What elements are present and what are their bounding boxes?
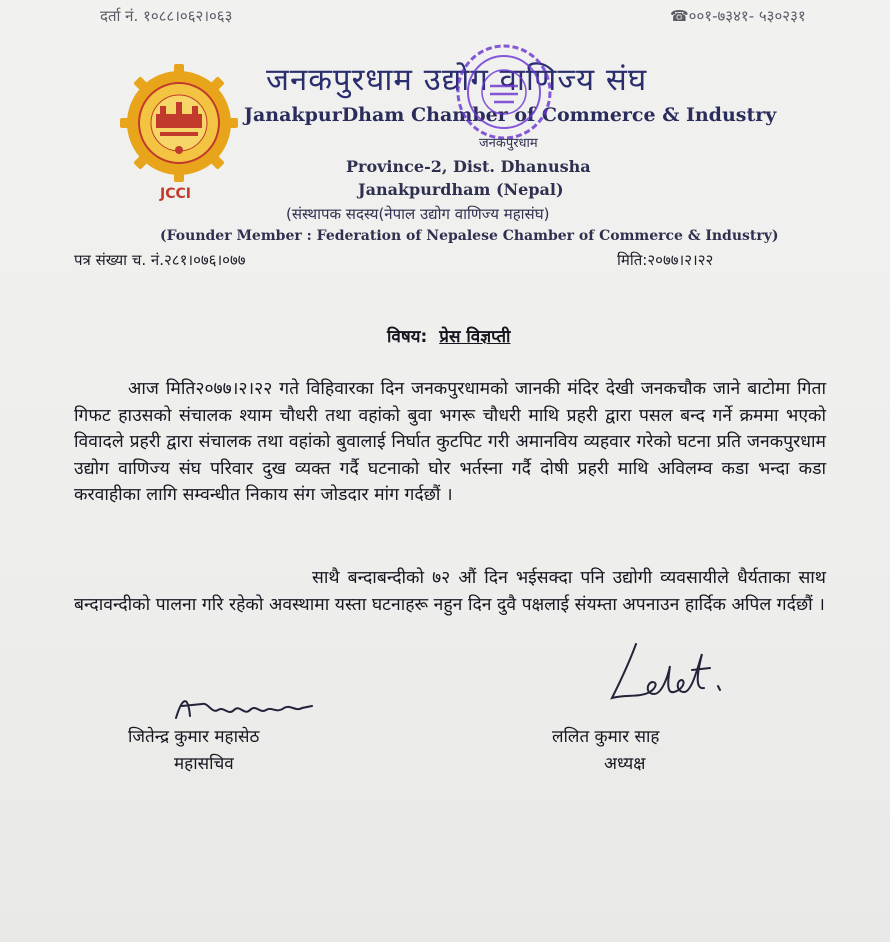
- phone-number: ☎००१-७३४१- ५३०२३१: [670, 7, 806, 25]
- stamp-seal: [454, 42, 554, 142]
- jcci-logo: [120, 64, 238, 182]
- founder-line-nepali: (संस्थापक सदस्य(नेपाल उद्योग वाणिज्य महासंघ): [286, 205, 550, 223]
- stamp-overlap-text: जनकपुरधाम: [479, 136, 538, 151]
- city-line: Janakpurdham (Nepal): [358, 180, 564, 199]
- letter-date: मिति:२०७७।२।२२: [617, 251, 714, 269]
- logo-label: JCCI: [160, 186, 191, 202]
- registration-number: दर्ता नं. १०८८।०६२।०६३: [100, 7, 233, 25]
- signatory-right-name: ललित कुमार साह: [552, 727, 660, 747]
- jcci-logo-emblem: [120, 64, 238, 182]
- signature-right: [606, 636, 736, 712]
- subject-text: प्रेस विज्ञप्ती: [439, 327, 511, 347]
- signatory-left-name: जितेन्द्र कुमार महासेठ: [128, 727, 260, 747]
- org-stamp: [454, 42, 554, 142]
- handwritten-signature-right: [606, 636, 736, 708]
- org-name-english: JanakpurDham Chamber of Commerce & Industry: [244, 104, 777, 126]
- letter-number: पत्र संख्या च. नं.२८१।०७६।०७७: [74, 251, 246, 269]
- body-paragraph-2: साथै बन्दाबन्दीको ७२ औं दिन भईसक्दा पनि उद्योगी व्यवसायीले धैर्यताका साथ बन्दावन्दीको पालना गरि रहेको अवस्थामा यस्ता घटनाहरू नहुन दिन दुवै पक्षलाई संयम्ता अपनाउन हार्दिक अपिल गर्दछौं ।: [74, 568, 826, 615]
- org-name-nepali: जनकपुरधाम उद्योग वाणिज्य संघ: [266, 62, 648, 98]
- subject-line: [387, 324, 510, 347]
- signatory-left-title: महासचिव: [174, 754, 234, 774]
- handwritten-signature-left: [168, 688, 328, 728]
- founder-line-english: (Founder Member : Federation of Nepalese Chamber of Commerce & Industry): [160, 228, 779, 244]
- body-paragraph-1: आज मिति२०७७।२।२२ गते विहिवारका दिन जनकपुरधामको जानकी मंदिर देखी जनकचौक जाने बाटोमा गिता गिफट हाउसको संचालक श्याम चौधरी तथा वहांको बुवा भगरू चौधरी माथि प्रहरी द्वारा पसल बन्द गर्ने क्रममा भएको विवादले प्रहरी द्वारा संचालक तथा वहांको बुवालाई निर्घात कुटपिट गरी अमानविय व्यहवार गरेको घटना प्रति जनकपुरधाम उद्योग वाणिज्य संघ परिवार दुख व्यक्त गर्दै घटनाको घोर भर्तस्ना गर्दै दोषी प्रहरी माथि अविलम्व कडा भन्दा कडा करवाहीका लागि सम्वन्धीत निकाय संग जोडदार मांग गर्दछौं ।: [74, 379, 826, 506]
- subject-label: विषय:: [387, 327, 428, 347]
- province-line: Province-2, Dist. Dhanusha: [346, 157, 591, 176]
- signatory-right-title: अध्यक्ष: [604, 754, 646, 774]
